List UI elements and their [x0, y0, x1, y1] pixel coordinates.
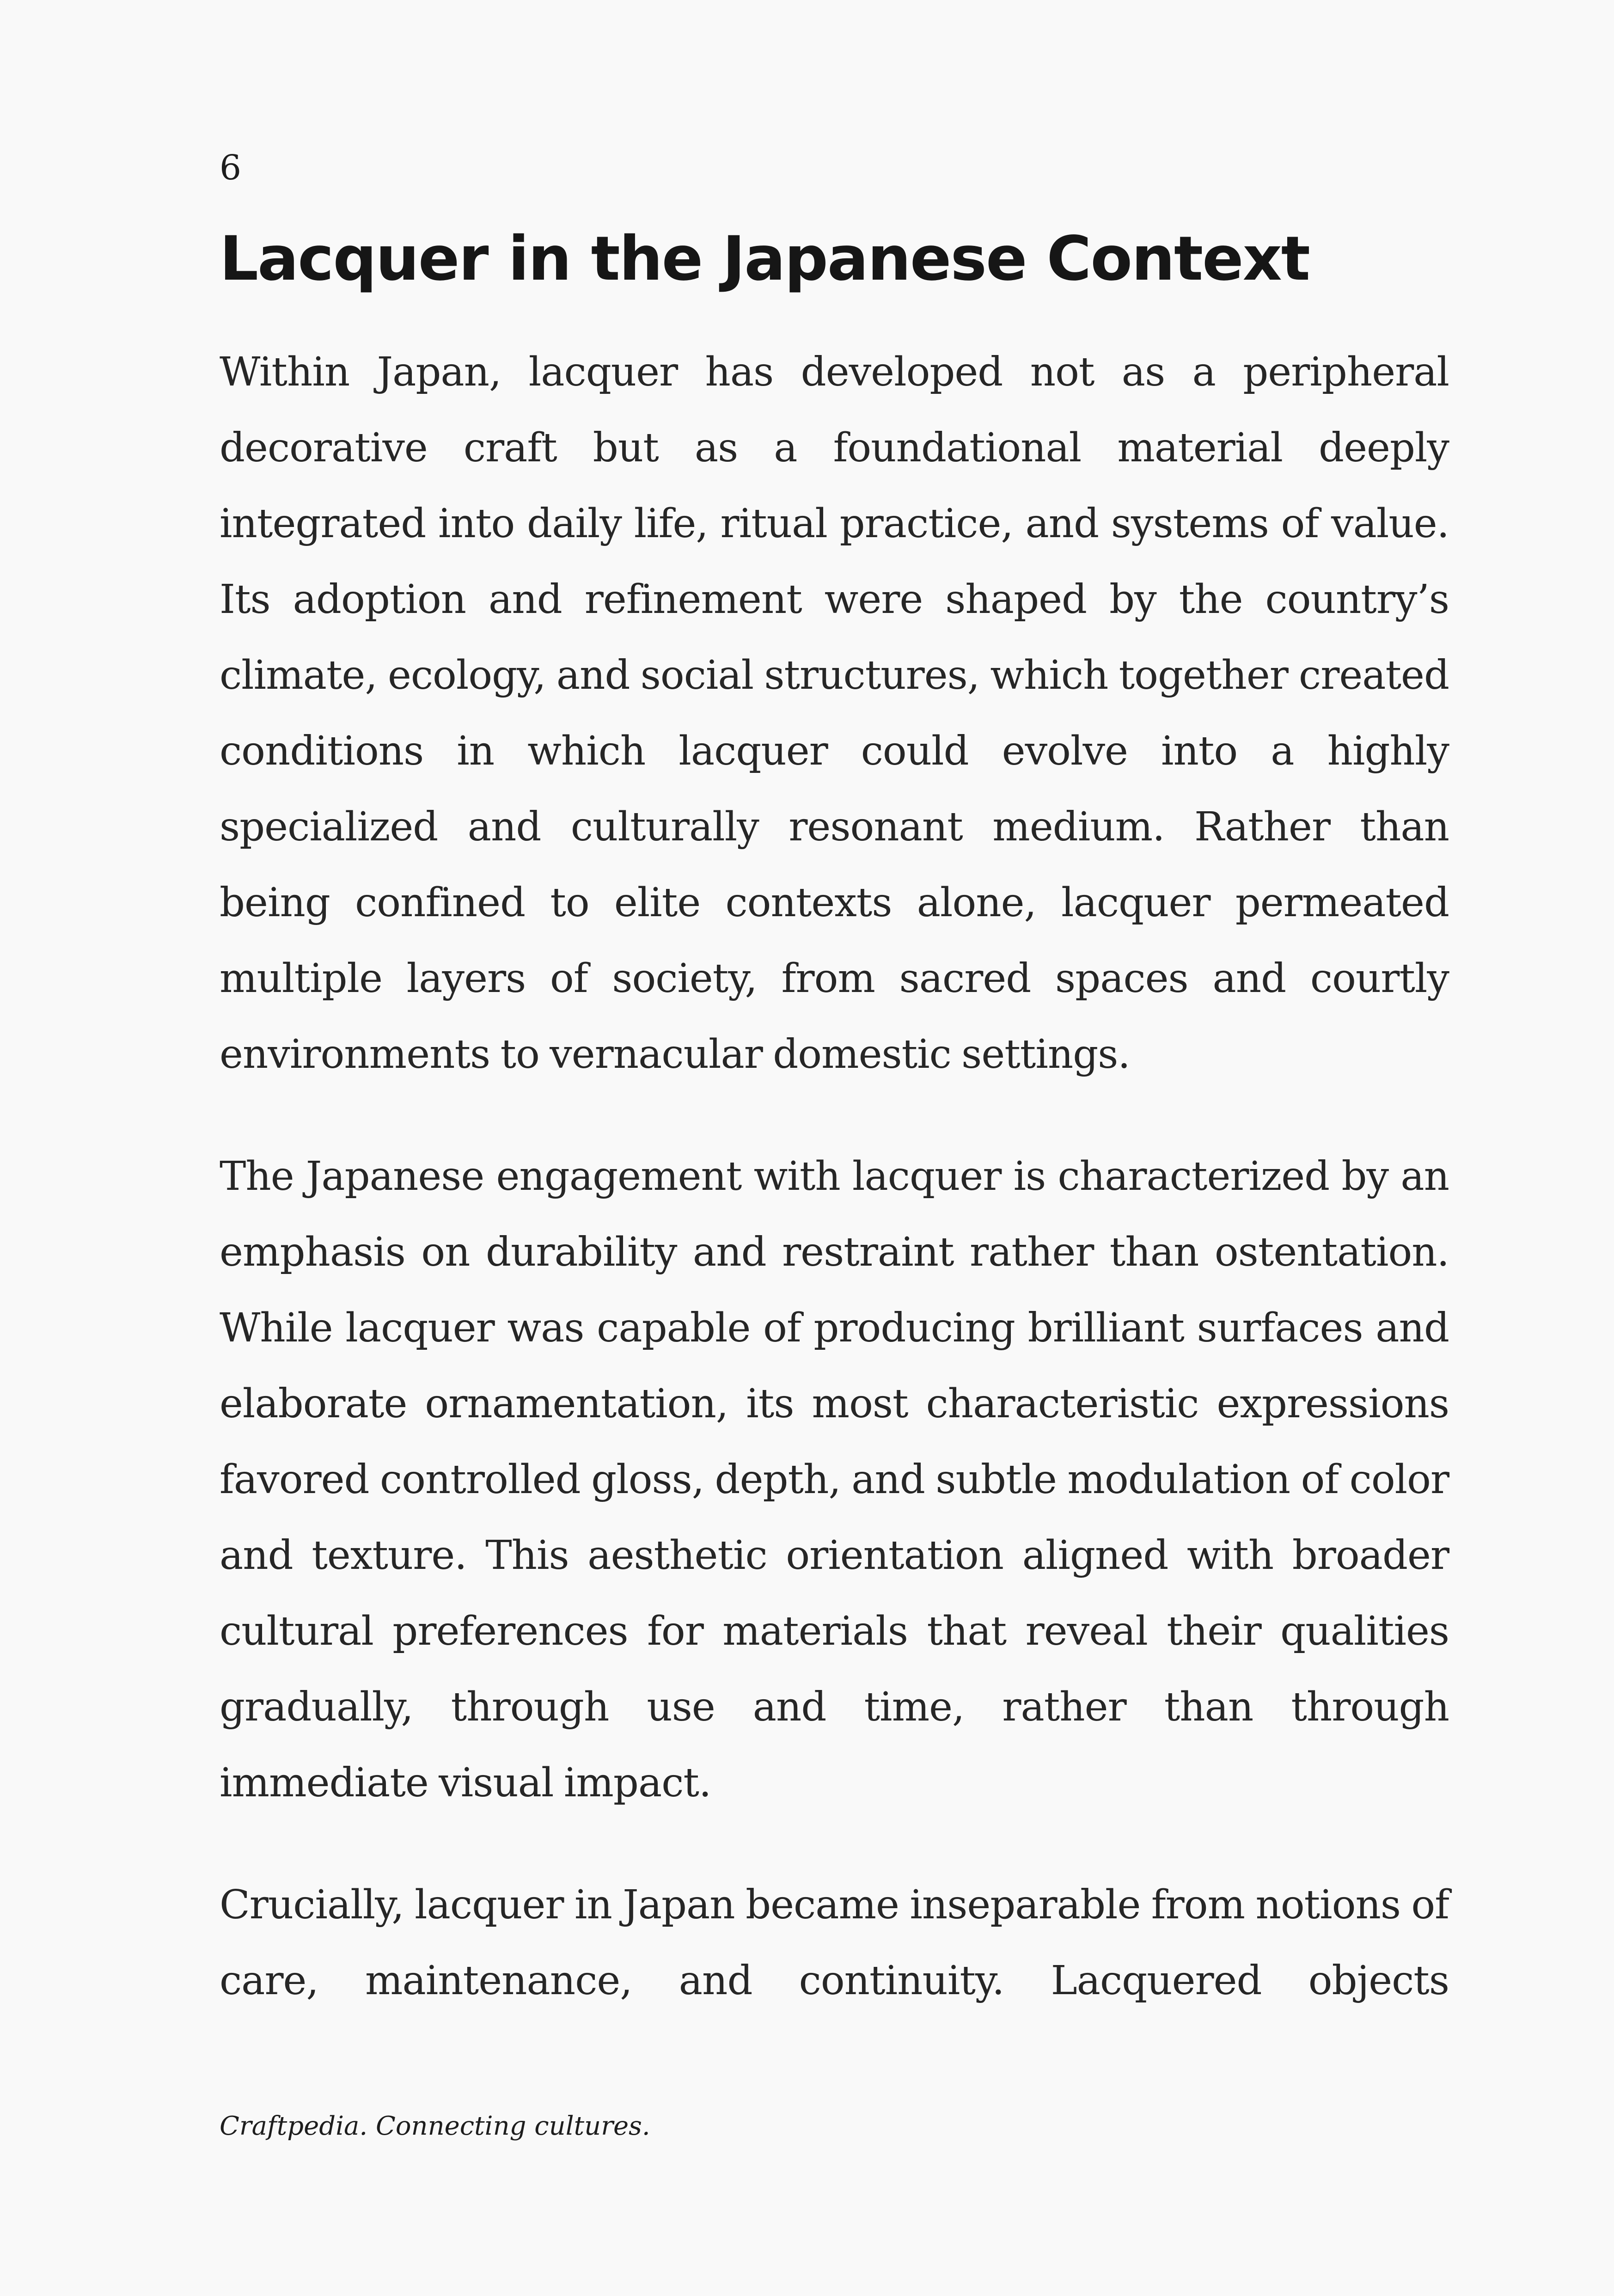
- paragraph-1: Within Japan, lacquer has developed not as a peripheral decorative craft but as a foundational material deeply integrated into daily life, ritual practice, and systems of value. Its adoption and refinement were shaped by the country’s climate, ecology, and social structures, which together created conditions in which lacquer could evolve into a highly specialized and culturally resonant medium. Rather than being confined to elite contexts alone, lacquer permeated multiple layers of society, from sacred spaces and courtly environments to vernacular domestic settings.: [220, 349, 1449, 1078]
- paragraph-3: Crucially, lacquer in Japan became inseparable from notions of care, maintenance, and continuity. Lacquered objects: [220, 1882, 1449, 2004]
- footer-tagline: Craftpedia. Connecting cultures.: [220, 2111, 650, 2141]
- paragraph-2: The Japanese engagement with lacquer is characterized by an emphasis on durability and restraint rather than ostentation. While lacquer was capable of producing brilliant surfaces and elaborate ornamentation, its most characteristic expressions favored controlled gloss, depth, and subtle modulation of color and texture. This aesthetic orientation aligned with broader cultural preferences for materials that reveal their qualities gradually, through use and time, rather than through immediate visual impact.: [220, 1153, 1449, 1806]
- page-title: Lacquer in the Japanese Context: [220, 223, 1309, 294]
- page-number: 6: [220, 148, 242, 188]
- body-text: [220, 334, 1449, 2065]
